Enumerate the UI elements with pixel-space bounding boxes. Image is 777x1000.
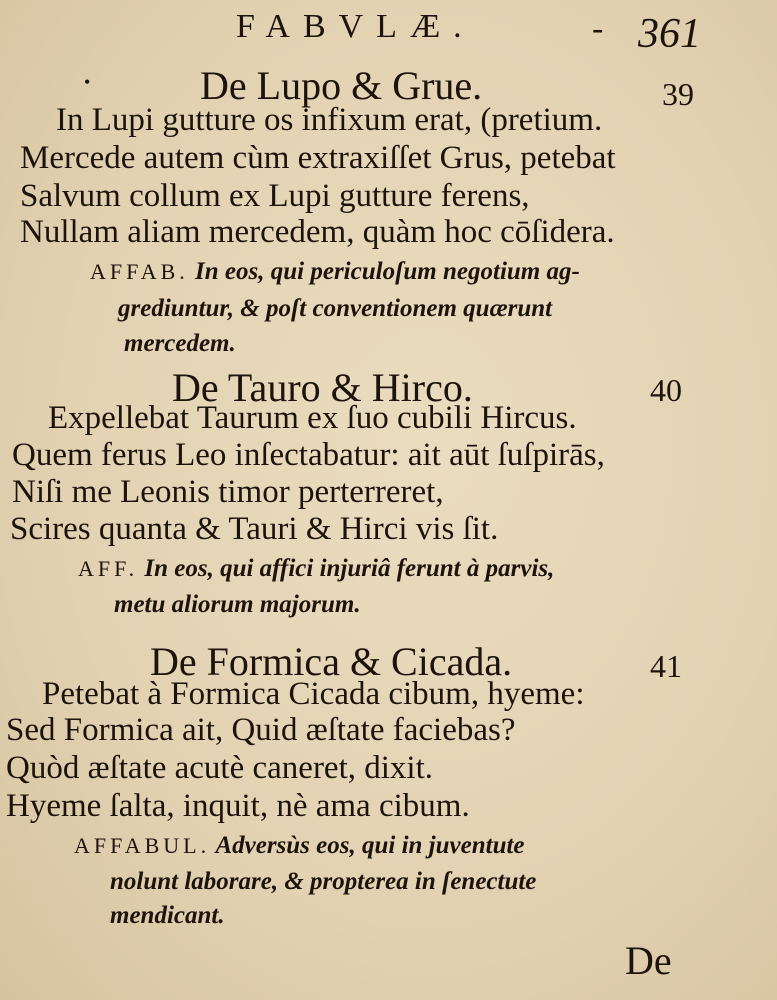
moral-label: AFF. xyxy=(78,556,139,581)
moral-line: metu aliorum majorum. xyxy=(114,591,361,618)
verse-line: Mercede autem cùm extraxiſſet Grus, petebat xyxy=(20,140,616,176)
moral-line xyxy=(90,258,580,286)
running-head-title: FABVLÆ. xyxy=(236,8,475,45)
fable-number: 41 xyxy=(650,648,682,684)
moral-line: nolunt laborare, & propterea in ſenectute xyxy=(110,868,537,895)
verse-line: Scires quanta & Tauri & Hirci vis ſit. xyxy=(10,511,499,547)
verse-line: Salvum collum ex Lupi gutture ferens, xyxy=(20,178,530,214)
fable-title: De Lupo & Grue. xyxy=(200,63,483,108)
verse-line: Sed Formica ait, Quid æſtate faciebas? xyxy=(6,712,516,748)
moral-label: AFFAB. xyxy=(90,259,189,284)
running-head-dash: - xyxy=(592,10,604,47)
verse-line: In Lupi gutture os infixum erat, (pretium. xyxy=(56,102,603,138)
moral-text: In eos, qui affici injuriâ ferunt à parvis, xyxy=(144,555,555,582)
moral-line: mercedem. xyxy=(124,330,236,357)
verse-line: Petebat à Formica Cicada cibum, hyeme: xyxy=(42,676,585,712)
moral-line xyxy=(78,555,554,583)
moral-text: In eos, qui periculoſum negotium ag- xyxy=(195,258,580,285)
moral-line xyxy=(74,832,525,860)
verse-line: Niſi me Leonis timor perterreret, xyxy=(12,474,444,510)
fable-title: De Formica & Cicada. xyxy=(150,639,513,684)
moral-label: AFFABUL. xyxy=(74,833,211,858)
catchword: De xyxy=(625,938,672,983)
verse-line: Expellebat Taurum ex ſuo cubili Hircus. xyxy=(48,400,577,436)
verse-line: Nullam aliam mercedem, quàm hoc cōſidera. xyxy=(20,214,615,250)
verse-line: Quòd æſtate acutè caneret, dixit. xyxy=(6,750,434,786)
fable-number: 39 xyxy=(662,76,694,112)
fable-title: De Tauro & Hirco. xyxy=(172,365,473,410)
ornament-dot: • xyxy=(84,72,91,92)
verse-line: Hyeme ſalta, inquit, nè ama cibum. xyxy=(6,788,470,824)
moral-line: mendicant. xyxy=(110,902,225,929)
page-number: 361 xyxy=(638,11,701,57)
moral-line: grediuntur, & poſt conventionem quærunt xyxy=(118,295,553,322)
moral-text: Adversùs eos, qui in juventute xyxy=(215,832,525,859)
fable-number: 40 xyxy=(650,372,682,408)
verse-line: Quem ferus Leo inſectabatur: ait aūt ſuſpirās, xyxy=(12,437,605,473)
